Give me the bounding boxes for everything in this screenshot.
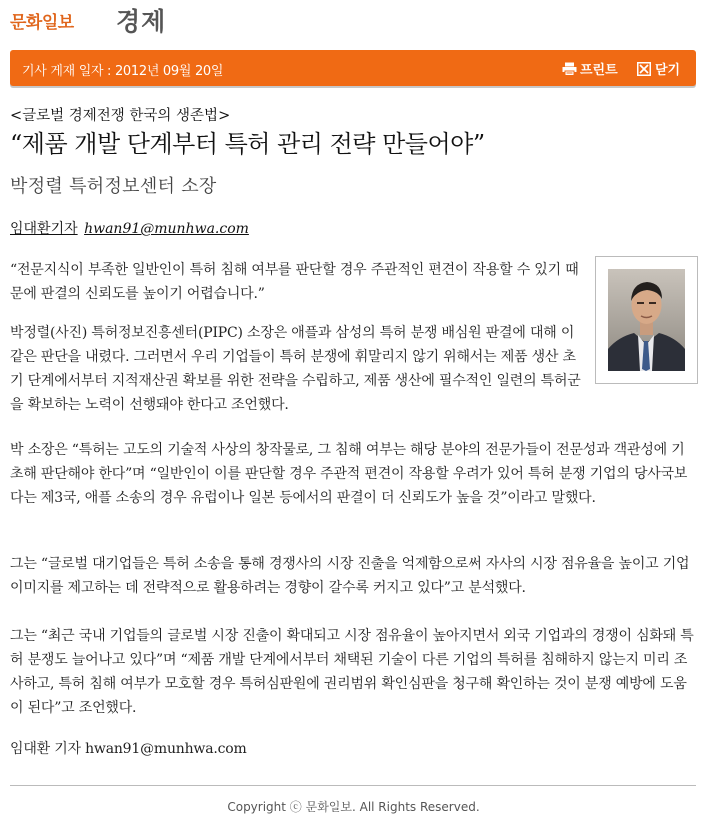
subheadline: 박정렬 특허정보센터 소장 [10, 176, 217, 197]
close-button[interactable] [637, 59, 680, 78]
printer-icon [562, 62, 577, 76]
footer-divider [10, 785, 696, 786]
article-paragraph-2: 박정렬(사진) 특허정보진흥센터(PIPC) 소장은 애플과 삼성의 특허 분쟁 배심원 판결에 대해 이 같은 판단을 내렸다. 그러면서 우리 기업들이 특허 분쟁에 휘말리지 않기 위해서는 제품 생산 초기 단계에서부터 지적재산권 확보를 위한 전략을 수립하고, 제품 생산에 필수적인 일련의 특허군을 확보하는 노력이 선행돼야 한다고 조언했다. [10, 325, 581, 413]
article-paragraph-1: “전문지식이 부족한 일반인이 특허 침해 여부를 판단할 경우 주관적인 편견이 작용할 수 있기 때문에 판결의 신뢰도를 높이기 어렵습니다.” [10, 262, 579, 302]
print-button[interactable] [562, 59, 618, 78]
interviewee-photo [608, 269, 685, 371]
interviewee-photo-frame [595, 256, 698, 384]
print-label: 프린트 [580, 63, 618, 78]
copyright-footer: Copyright ⓒ 문화일보. All Rights Reserved. [227, 800, 480, 814]
section-title: 경제 [116, 7, 167, 36]
brand-logo[interactable]: 문화일보 [10, 13, 74, 33]
page-header [0, 0, 707, 48]
article-paragraph-4: 그는 “글로벌 대기업들은 특허 소송을 통해 경쟁사의 시장 진출을 억제함으로써 자사의 시장 점유율을 높이고 기업 이미지를 제고하는 데 전략적으로 활용하려는 경향이 갈수록 커지고 있다”고 분석했다. [10, 556, 690, 596]
series-title: <글로벌 경제전쟁 한국의 생존법> [10, 108, 231, 124]
article-signature: 임대환 기자 hwan91@munhwa.com [10, 741, 247, 757]
byline [10, 218, 249, 238]
publish-date: 기사 게재 일자 : 2012년 09월 20일 [22, 64, 224, 79]
close-label: 닫기 [655, 63, 681, 78]
byline-reporter[interactable]: 임대환기자 [10, 221, 78, 237]
close-box-icon [637, 62, 652, 76]
article-toolbar [10, 50, 696, 86]
article-paragraph-3: 박 소장은 “특허는 고도의 기술적 사상의 창작물로, 그 침해 여부는 해당 분야의 전문가들이 전문성과 객관성에 기초해 판단해야 한다”며 “일반인이 이를 판단할 경우 주관적 편견이 작용할 우려가 있어 특허 분쟁 기업의 당사국보다는 제3국, 애플 소송의 경우 유럽이나 일본 등에서의 판결이 더 신뢰도가 높을 것”이라고 말했다. [10, 442, 688, 506]
byline-email[interactable]: hwan91@munhwa.com [84, 221, 249, 237]
headline: “제품 개발 단계부터 특허 관리 전략 만들어야” [10, 130, 485, 158]
article-paragraph-5: 그는 “최근 국내 기업들의 글로벌 시장 진출이 확대되고 시장 점유율이 높아지면서 외국 기업과의 경쟁이 심화돼 특허 분쟁도 늘어나고 있다”며 “제품 개발 단계에서부터 채택된 기술이 다른 기업의 특허를 침해하지 않는지 미리 조사하고, 특허 침해 여부가 모호할 경우 특허심판원에 권리범위 확인심판을 청구해 확인하는 것이 분쟁 예방에 도움이 된다”고 조언했다. [10, 628, 694, 716]
